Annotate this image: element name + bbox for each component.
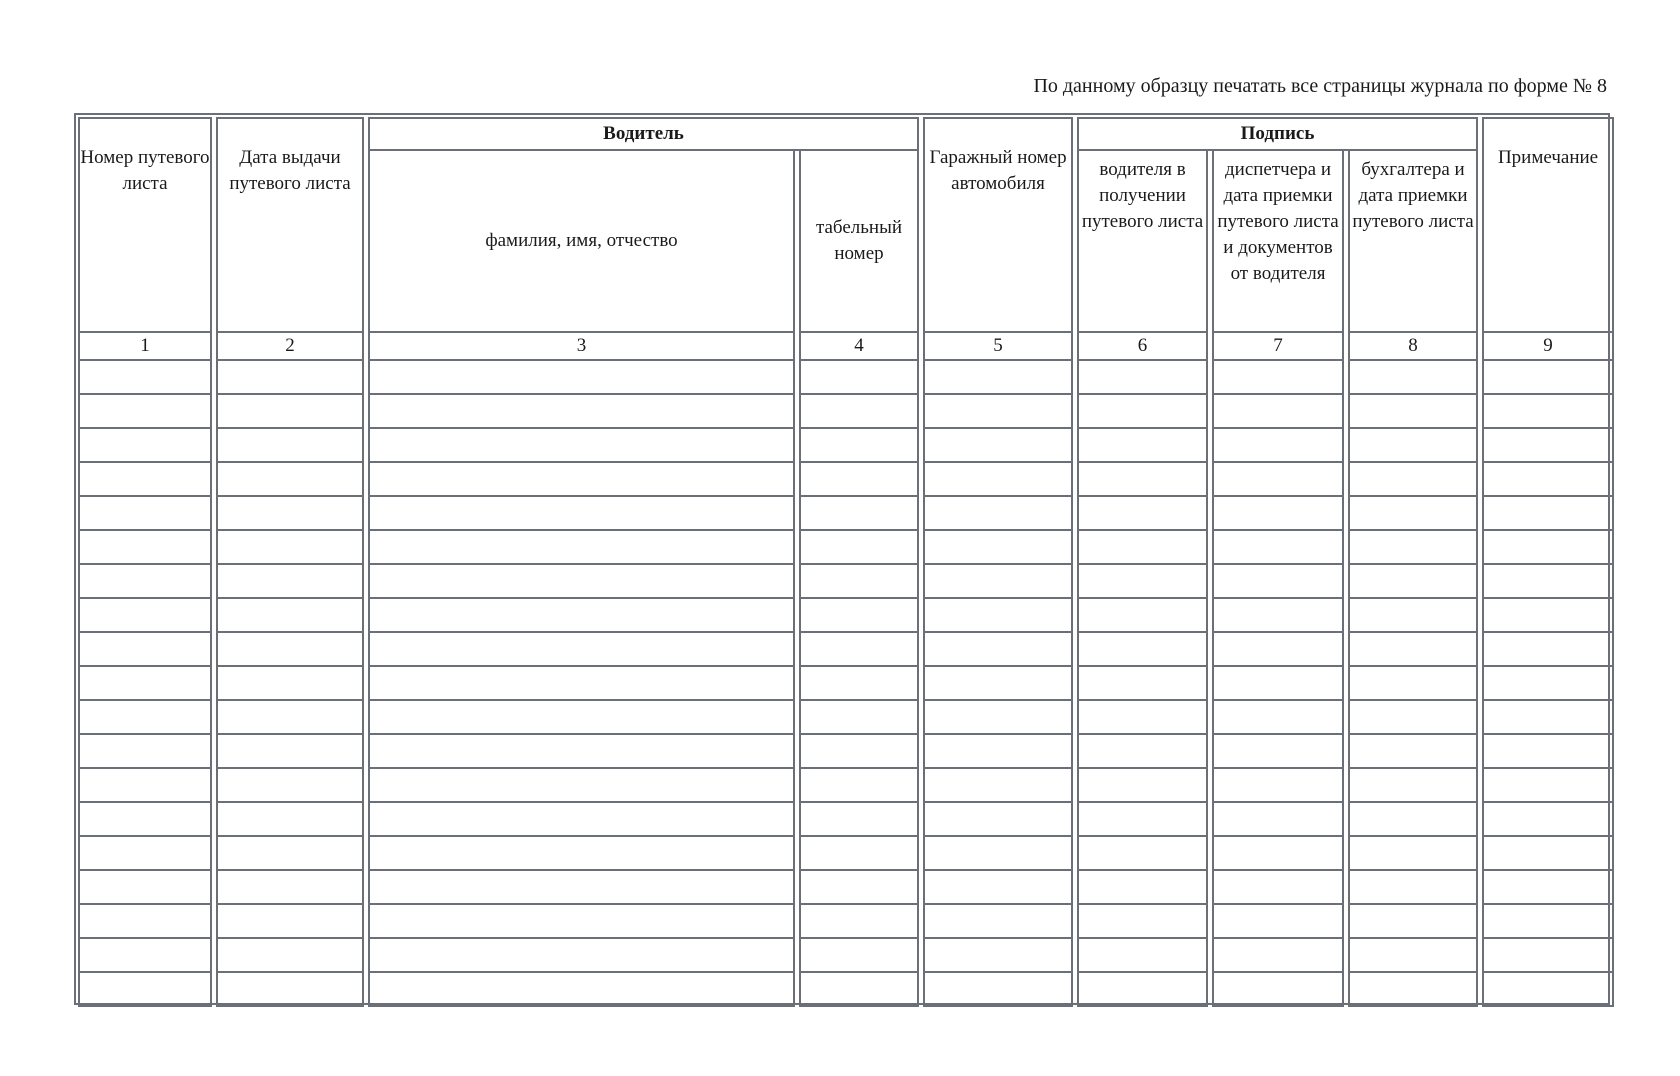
- table-row: [78, 871, 1614, 905]
- table-row: [78, 735, 1614, 769]
- table-cell[interactable]: [799, 701, 919, 735]
- table-cell[interactable]: [1482, 361, 1614, 395]
- table-cell[interactable]: [1348, 531, 1478, 565]
- table-cell[interactable]: [216, 429, 364, 463]
- table-cell[interactable]: [1212, 905, 1344, 939]
- table-cell[interactable]: [1348, 939, 1478, 973]
- table-row: [78, 803, 1614, 837]
- table-cell[interactable]: [799, 497, 919, 531]
- table-cell[interactable]: [1077, 701, 1208, 735]
- table-cell[interactable]: [923, 837, 1073, 871]
- table-cell[interactable]: [216, 735, 364, 769]
- table-cell[interactable]: [1077, 973, 1208, 1007]
- table-cell[interactable]: [1212, 837, 1344, 871]
- table-cell[interactable]: [368, 531, 795, 565]
- table-cell[interactable]: [1077, 497, 1208, 531]
- table-cell[interactable]: [1212, 429, 1344, 463]
- table-cell[interactable]: [799, 667, 919, 701]
- table-cell[interactable]: [1212, 361, 1344, 395]
- table-cell[interactable]: [799, 599, 919, 633]
- table-cell[interactable]: [799, 973, 919, 1007]
- table-cell[interactable]: [1348, 599, 1478, 633]
- table-cell[interactable]: [78, 463, 212, 497]
- table-cell[interactable]: [1348, 565, 1478, 599]
- table-cell[interactable]: [799, 735, 919, 769]
- table-cell[interactable]: [1077, 939, 1208, 973]
- table-cell[interactable]: [923, 633, 1073, 667]
- table-cell[interactable]: [1077, 905, 1208, 939]
- table-cell[interactable]: [368, 565, 795, 599]
- table-cell[interactable]: [1212, 973, 1344, 1007]
- header-signature-accountant: бухгалтера и дата приемки путевого листа: [1348, 151, 1478, 333]
- table-cell[interactable]: [1348, 973, 1478, 1007]
- table-cell[interactable]: [1212, 667, 1344, 701]
- table-cell[interactable]: [78, 565, 212, 599]
- table-cell[interactable]: [1348, 361, 1478, 395]
- journal-table: [74, 117, 1618, 1007]
- table-cell[interactable]: [923, 395, 1073, 429]
- table-cell[interactable]: [1077, 565, 1208, 599]
- table-row: [78, 939, 1614, 973]
- table-cell[interactable]: [78, 837, 212, 871]
- table-row: [78, 667, 1614, 701]
- table-cell[interactable]: [1212, 735, 1344, 769]
- table-cell[interactable]: [1482, 905, 1614, 939]
- table-cell[interactable]: [1482, 531, 1614, 565]
- table-cell[interactable]: [1348, 497, 1478, 531]
- header-driver-full-name: фамилия, имя, отчество: [368, 151, 795, 333]
- table-cell[interactable]: [1077, 599, 1208, 633]
- table-cell[interactable]: [368, 803, 795, 837]
- table-cell[interactable]: [799, 361, 919, 395]
- header-issue-date: Дата выдачи путевого листа: [216, 117, 364, 333]
- table-cell[interactable]: [78, 701, 212, 735]
- table-cell[interactable]: [1077, 531, 1208, 565]
- table-cell[interactable]: [1348, 667, 1478, 701]
- table-cell[interactable]: [78, 735, 212, 769]
- table-cell[interactable]: [1077, 633, 1208, 667]
- table-row: [78, 633, 1614, 667]
- table-cell[interactable]: [1212, 497, 1344, 531]
- table-cell[interactable]: [1482, 667, 1614, 701]
- table-cell[interactable]: [1482, 837, 1614, 871]
- table-cell[interactable]: [1077, 871, 1208, 905]
- table-cell[interactable]: [216, 701, 364, 735]
- table-cell[interactable]: [368, 463, 795, 497]
- table-cell[interactable]: [1482, 871, 1614, 905]
- table-cell[interactable]: [923, 939, 1073, 973]
- table-cell[interactable]: [368, 701, 795, 735]
- table-row: [78, 769, 1614, 803]
- table-cell[interactable]: [1212, 633, 1344, 667]
- table-cell[interactable]: [799, 769, 919, 803]
- table-cell[interactable]: [1482, 633, 1614, 667]
- table-cell[interactable]: [78, 395, 212, 429]
- column-number-1: 1: [78, 333, 212, 361]
- table-cell[interactable]: [1077, 803, 1208, 837]
- table-cell[interactable]: [799, 531, 919, 565]
- table-row: [78, 565, 1614, 599]
- table-cell[interactable]: [799, 871, 919, 905]
- table-cell[interactable]: [1348, 463, 1478, 497]
- table-row: [78, 531, 1614, 565]
- table-cell[interactable]: [368, 973, 795, 1007]
- table-row: [78, 361, 1614, 395]
- table-cell[interactable]: [78, 871, 212, 905]
- table-cell[interactable]: [216, 803, 364, 837]
- table-cell[interactable]: [1348, 769, 1478, 803]
- table-cell[interactable]: [799, 633, 919, 667]
- table-cell[interactable]: [923, 667, 1073, 701]
- header-driver-group: Водитель: [368, 117, 919, 151]
- table-cell[interactable]: [799, 565, 919, 599]
- table-cell[interactable]: [799, 395, 919, 429]
- table-cell[interactable]: [1482, 803, 1614, 837]
- table-cell[interactable]: [923, 973, 1073, 1007]
- table-cell[interactable]: [368, 599, 795, 633]
- header-garage-number: Гаражный номер автомобиля: [923, 117, 1073, 333]
- table-cell[interactable]: [1482, 565, 1614, 599]
- table-cell[interactable]: [923, 599, 1073, 633]
- table-cell[interactable]: [1482, 939, 1614, 973]
- table-cell[interactable]: [78, 497, 212, 531]
- table-cell[interactable]: [923, 701, 1073, 735]
- table-row: [78, 395, 1614, 429]
- table-row: [78, 905, 1614, 939]
- table-cell[interactable]: [1348, 395, 1478, 429]
- table-cell[interactable]: [368, 361, 795, 395]
- table-cell[interactable]: [216, 939, 364, 973]
- table-cell[interactable]: [1077, 429, 1208, 463]
- table-cell[interactable]: [1212, 463, 1344, 497]
- table-cell[interactable]: [1212, 531, 1344, 565]
- table-cell[interactable]: [923, 497, 1073, 531]
- table-cell[interactable]: [1212, 939, 1344, 973]
- table-cell[interactable]: [923, 803, 1073, 837]
- table-cell[interactable]: [923, 531, 1073, 565]
- table-cell[interactable]: [216, 837, 364, 871]
- table-row: [78, 429, 1614, 463]
- column-number-7: 7: [1212, 333, 1344, 361]
- table-cell[interactable]: [78, 905, 212, 939]
- table-cell[interactable]: [923, 361, 1073, 395]
- table-cell[interactable]: [1482, 429, 1614, 463]
- table-cell[interactable]: [216, 667, 364, 701]
- table-row: [78, 837, 1614, 871]
- table-cell[interactable]: [1212, 395, 1344, 429]
- table-cell[interactable]: [368, 871, 795, 905]
- header-signature-group: Подпись: [1077, 117, 1478, 151]
- table-cell[interactable]: [368, 939, 795, 973]
- table-cell[interactable]: [368, 395, 795, 429]
- journal-table-frame: [74, 113, 1610, 1005]
- table-cell[interactable]: [78, 769, 212, 803]
- table-cell[interactable]: [1482, 497, 1614, 531]
- table-cell[interactable]: [1077, 361, 1208, 395]
- table-cell[interactable]: [1212, 599, 1344, 633]
- table-cell[interactable]: [1482, 463, 1614, 497]
- table-cell[interactable]: [1077, 735, 1208, 769]
- table-cell[interactable]: [1077, 463, 1208, 497]
- table-cell[interactable]: [368, 633, 795, 667]
- table-cell[interactable]: [1212, 565, 1344, 599]
- table-cell[interactable]: [216, 531, 364, 565]
- table-cell[interactable]: [216, 497, 364, 531]
- table-cell[interactable]: [1077, 769, 1208, 803]
- table-cell[interactable]: [1348, 905, 1478, 939]
- table-cell[interactable]: [216, 463, 364, 497]
- table-cell[interactable]: [368, 667, 795, 701]
- table-cell[interactable]: [78, 429, 212, 463]
- table-cell[interactable]: [216, 633, 364, 667]
- table-cell[interactable]: [1482, 735, 1614, 769]
- table-cell[interactable]: [368, 497, 795, 531]
- table-cell[interactable]: [1482, 395, 1614, 429]
- table-cell[interactable]: [799, 905, 919, 939]
- column-number-4: 4: [799, 333, 919, 361]
- table-cell[interactable]: [799, 803, 919, 837]
- header-signature-driver: водителя в получении путевого листа: [1077, 151, 1208, 333]
- column-number-6: 6: [1077, 333, 1208, 361]
- table-cell[interactable]: [368, 769, 795, 803]
- table-row: [78, 599, 1614, 633]
- table-cell[interactable]: [799, 463, 919, 497]
- table-cell[interactable]: [78, 667, 212, 701]
- column-number-5: 5: [923, 333, 1073, 361]
- table-cell[interactable]: [923, 565, 1073, 599]
- table-cell[interactable]: [799, 429, 919, 463]
- table-cell[interactable]: [1348, 735, 1478, 769]
- table-cell[interactable]: [368, 735, 795, 769]
- print-instruction-note: По данному образцу печатать все страницы журнала по форме № 8: [1033, 75, 1607, 97]
- table-cell[interactable]: [1212, 871, 1344, 905]
- table-cell[interactable]: [799, 939, 919, 973]
- table-cell[interactable]: [1482, 599, 1614, 633]
- table-cell[interactable]: [1212, 803, 1344, 837]
- table-cell[interactable]: [216, 769, 364, 803]
- table-row: [78, 497, 1614, 531]
- table-cell[interactable]: [216, 395, 364, 429]
- table-cell[interactable]: [923, 871, 1073, 905]
- table-cell[interactable]: [1077, 395, 1208, 429]
- table-cell[interactable]: [1212, 769, 1344, 803]
- header-signature-dispatcher: диспетчера и дата приемки путевого листа и документов от водителя: [1212, 151, 1344, 333]
- table-cell[interactable]: [1348, 633, 1478, 667]
- table-cell[interactable]: [1482, 973, 1614, 1007]
- table-cell[interactable]: [1212, 701, 1344, 735]
- header-remarks: Примечание: [1482, 117, 1614, 333]
- table-cell[interactable]: [1348, 701, 1478, 735]
- table-cell[interactable]: [216, 973, 364, 1007]
- table-cell[interactable]: [1482, 701, 1614, 735]
- table-cell[interactable]: [1077, 837, 1208, 871]
- column-number-row: [78, 333, 1614, 361]
- table-cell[interactable]: [368, 837, 795, 871]
- header-personnel-number: табельный номер: [799, 151, 919, 333]
- table-row: [78, 973, 1614, 1007]
- column-number-3: 3: [368, 333, 795, 361]
- table-cell[interactable]: [1348, 871, 1478, 905]
- table-cell[interactable]: [216, 905, 364, 939]
- table-cell[interactable]: [1348, 803, 1478, 837]
- table-cell[interactable]: [78, 633, 212, 667]
- table-cell[interactable]: [923, 463, 1073, 497]
- table-cell[interactable]: [1077, 667, 1208, 701]
- column-number-9: 9: [1482, 333, 1614, 361]
- table-cell[interactable]: [1348, 837, 1478, 871]
- table-cell[interactable]: [78, 599, 212, 633]
- table-cell[interactable]: [923, 905, 1073, 939]
- table-cell[interactable]: [216, 599, 364, 633]
- header-waybill-number: Номер путевого листа: [78, 117, 212, 333]
- table-cell[interactable]: [1348, 429, 1478, 463]
- table-cell[interactable]: [78, 803, 212, 837]
- table-cell[interactable]: [216, 565, 364, 599]
- column-number-2: 2: [216, 333, 364, 361]
- table-row: [78, 463, 1614, 497]
- table-row: [78, 701, 1614, 735]
- table-cell[interactable]: [923, 429, 1073, 463]
- table-cell[interactable]: [923, 769, 1073, 803]
- table-cell[interactable]: [799, 837, 919, 871]
- table-cell[interactable]: [368, 429, 795, 463]
- table-cell[interactable]: [216, 871, 364, 905]
- table-cell[interactable]: [368, 905, 795, 939]
- table-cell[interactable]: [216, 361, 364, 395]
- table-cell[interactable]: [78, 361, 212, 395]
- column-number-8: 8: [1348, 333, 1478, 361]
- journal-entries: [78, 361, 1614, 1007]
- table-cell[interactable]: [78, 531, 212, 565]
- table-cell[interactable]: [78, 939, 212, 973]
- table-cell[interactable]: [78, 973, 212, 1007]
- table-cell[interactable]: [923, 735, 1073, 769]
- table-cell[interactable]: [1482, 769, 1614, 803]
